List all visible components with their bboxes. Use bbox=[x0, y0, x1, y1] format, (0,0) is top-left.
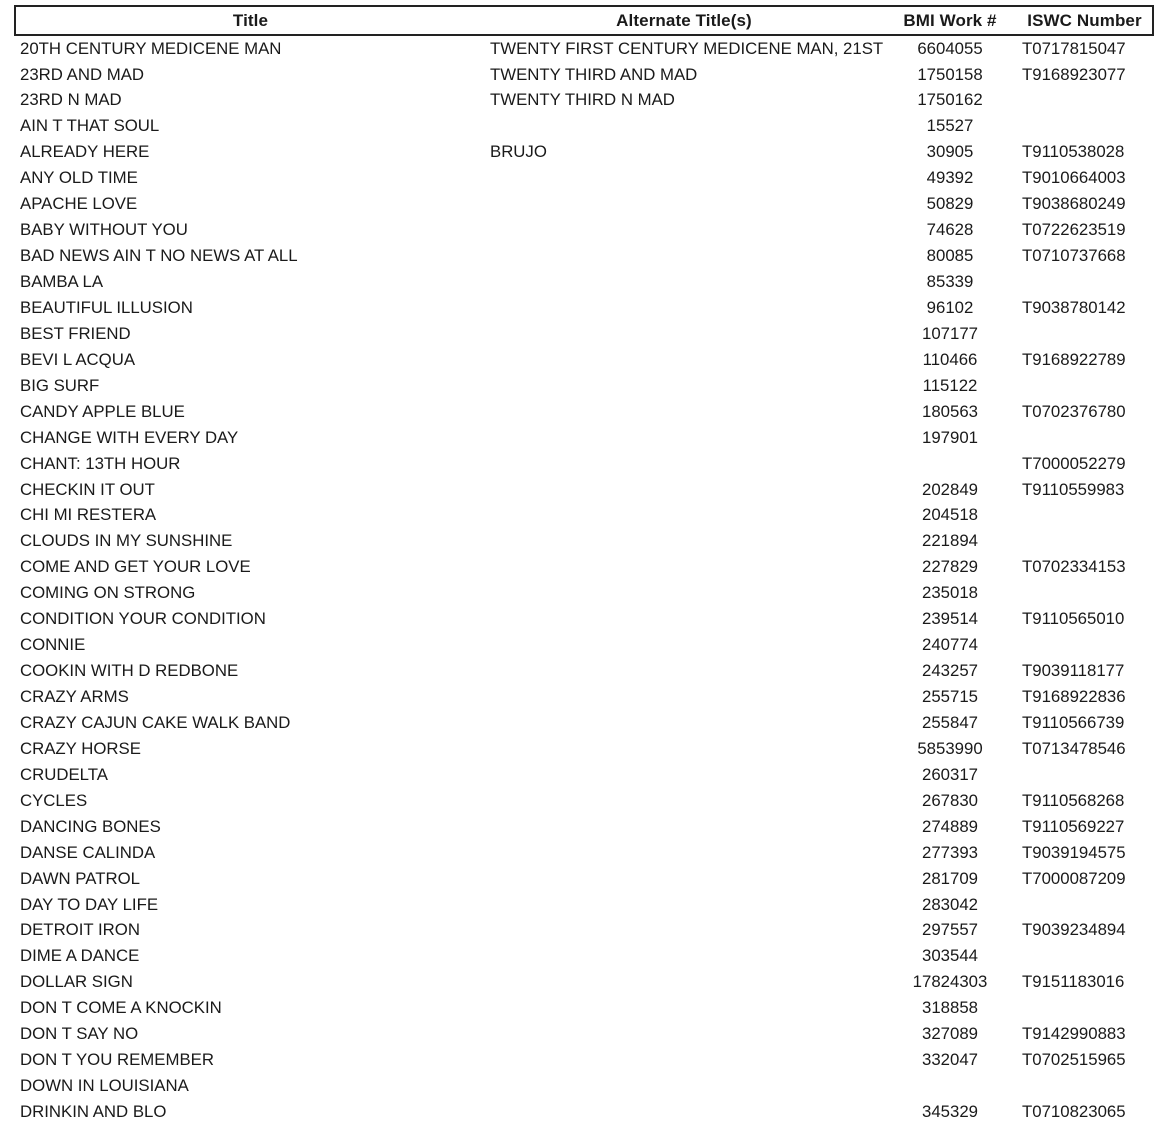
row-bmi-work-number: 260317 bbox=[922, 764, 978, 784]
table-row bbox=[15, 244, 1153, 270]
row-title: CONDITION YOUR CONDITION bbox=[20, 609, 266, 629]
row-alternate-title bbox=[485, 373, 883, 399]
row-bmi-work-number bbox=[883, 1074, 1017, 1100]
row-alternate-title bbox=[485, 503, 883, 529]
row-title: DETROIT IRON bbox=[20, 920, 140, 940]
row-alternate-title bbox=[485, 321, 883, 347]
table-row bbox=[15, 166, 1153, 192]
table-row bbox=[15, 659, 1153, 685]
row-alternate-title bbox=[485, 736, 883, 762]
table-row bbox=[15, 736, 1153, 762]
table-row bbox=[15, 529, 1153, 555]
row-title: BAMBA LA bbox=[20, 272, 104, 291]
row-bmi-work-number: 50829 bbox=[926, 194, 974, 214]
table-row bbox=[15, 581, 1153, 607]
row-alternate-title bbox=[485, 399, 883, 425]
row-bmi-work-number: 332047 bbox=[922, 1050, 978, 1070]
table-row bbox=[15, 840, 1153, 866]
table-row bbox=[15, 970, 1153, 996]
row-iswc-number: T9039118177 bbox=[1022, 661, 1125, 681]
row-alternate-title bbox=[485, 970, 883, 996]
row-alternate-title bbox=[485, 192, 883, 218]
row-alternate-title bbox=[485, 840, 883, 866]
row-alternate-title bbox=[485, 218, 883, 244]
row-title: DIME A DANCE bbox=[20, 946, 140, 966]
row-alternate-title bbox=[485, 114, 883, 140]
row-title: CLOUDS IN MY SUNSHINE bbox=[20, 531, 233, 551]
row-alternate-title bbox=[485, 996, 883, 1022]
row-alternate-title: TWENTY THIRD N MAD bbox=[490, 90, 675, 110]
row-title: DOWN IN LOUISIANA bbox=[20, 1076, 189, 1096]
row-iswc-number bbox=[1017, 581, 1153, 607]
row-iswc-number: T9168923077 bbox=[1022, 64, 1126, 84]
row-alternate-title bbox=[485, 166, 883, 192]
row-alternate-title bbox=[485, 659, 883, 685]
row-alternate-title bbox=[485, 918, 883, 944]
row-iswc-number: T9142990883 bbox=[1022, 1024, 1126, 1044]
row-bmi-work-number: 197901 bbox=[922, 427, 978, 447]
table-row bbox=[15, 1099, 1153, 1125]
row-bmi-work-number: 115122 bbox=[922, 375, 978, 395]
table-row bbox=[15, 1074, 1153, 1100]
row-alternate-title bbox=[485, 814, 883, 840]
table-row bbox=[15, 321, 1153, 347]
row-title: CRAZY ARMS bbox=[20, 687, 129, 706]
row-title: DRINKIN AND BLO bbox=[20, 1102, 167, 1121]
row-alternate-title bbox=[485, 684, 883, 710]
table-row bbox=[15, 451, 1153, 477]
row-alternate-title: BRUJO bbox=[490, 142, 547, 162]
row-iswc-number bbox=[1017, 633, 1153, 659]
row-iswc-number bbox=[1017, 762, 1153, 788]
row-bmi-work-number: 1750158 bbox=[917, 64, 983, 84]
row-iswc-number bbox=[1017, 1074, 1153, 1100]
row-iswc-number: T9110566739 bbox=[1022, 712, 1125, 732]
row-alternate-title bbox=[485, 529, 883, 555]
table-row bbox=[15, 555, 1153, 581]
row-bmi-work-number: 30905 bbox=[926, 142, 974, 162]
row-iswc-number: T9039194575 bbox=[1022, 842, 1126, 862]
row-iswc-number bbox=[1017, 88, 1153, 114]
table-row bbox=[15, 477, 1153, 503]
row-title: BEST FRIEND bbox=[20, 323, 131, 343]
row-alternate-title bbox=[485, 1099, 883, 1125]
table-row bbox=[15, 218, 1153, 244]
row-bmi-work-number: 255715 bbox=[922, 687, 978, 706]
row-bmi-work-number: 267830 bbox=[922, 790, 978, 810]
row-title: CRUDELTA bbox=[20, 764, 108, 784]
row-alternate-title bbox=[485, 1074, 883, 1100]
row-iswc-number: T9110538028 bbox=[1022, 142, 1125, 162]
table-row bbox=[15, 892, 1153, 918]
table-row bbox=[15, 295, 1153, 321]
works-table bbox=[14, 5, 1154, 1125]
row-alternate-title bbox=[485, 892, 883, 918]
row-title: BIG SURF bbox=[20, 375, 100, 395]
row-alternate-title bbox=[485, 295, 883, 321]
row-iswc-number: T0710823065 bbox=[1022, 1102, 1126, 1121]
row-bmi-work-number: 1750162 bbox=[917, 90, 983, 110]
row-title: CHANT: 13TH HOUR bbox=[20, 453, 181, 473]
row-title: CONNIE bbox=[20, 635, 86, 655]
table-row bbox=[15, 944, 1153, 970]
row-bmi-work-number: 227829 bbox=[922, 557, 978, 577]
row-alternate-title bbox=[485, 425, 883, 451]
row-alternate-title bbox=[485, 607, 883, 633]
row-alternate-title: TWENTY THIRD AND MAD bbox=[490, 64, 698, 84]
row-alternate-title bbox=[485, 347, 883, 373]
row-iswc-number: T9110565010 bbox=[1022, 609, 1125, 629]
row-bmi-work-number: 243257 bbox=[922, 661, 978, 681]
row-iswc-number: T0717815047 bbox=[1022, 38, 1126, 58]
works-sheet bbox=[14, 5, 1152, 1125]
row-title: COME AND GET YOUR LOVE bbox=[20, 557, 251, 577]
row-bmi-work-number: 345329 bbox=[922, 1102, 978, 1121]
row-bmi-work-number: 297557 bbox=[922, 920, 978, 940]
row-title: CHECKIN IT OUT bbox=[20, 479, 155, 499]
row-bmi-work-number: 110466 bbox=[922, 349, 978, 369]
row-iswc-number: T9038780142 bbox=[1022, 297, 1126, 317]
row-title: COMING ON STRONG bbox=[20, 583, 196, 603]
header-title: Title bbox=[15, 6, 485, 35]
row-iswc-number: T9110559983 bbox=[1022, 479, 1125, 499]
row-iswc-number bbox=[1017, 425, 1153, 451]
table-row bbox=[15, 140, 1153, 166]
table-row bbox=[15, 192, 1153, 218]
row-iswc-number: T7000052279 bbox=[1022, 453, 1126, 473]
row-alternate-title bbox=[485, 581, 883, 607]
row-title: BAD NEWS AIN T NO NEWS AT ALL bbox=[20, 246, 298, 266]
table-row bbox=[15, 996, 1153, 1022]
row-title: CHI MI RESTERA bbox=[20, 505, 157, 525]
row-title: BEVI L ACQUA bbox=[20, 349, 136, 369]
row-alternate-title bbox=[485, 788, 883, 814]
row-bmi-work-number: 204518 bbox=[922, 505, 978, 525]
table-row bbox=[15, 373, 1153, 399]
row-bmi-work-number: 240774 bbox=[922, 635, 978, 655]
table-row bbox=[15, 1022, 1153, 1048]
table-row bbox=[15, 88, 1153, 114]
table-row bbox=[15, 866, 1153, 892]
table-row bbox=[15, 762, 1153, 788]
table-row bbox=[15, 269, 1153, 295]
row-bmi-work-number: 49392 bbox=[926, 168, 974, 188]
row-title: ANY OLD TIME bbox=[20, 168, 138, 188]
row-bmi-work-number: 96102 bbox=[926, 297, 974, 317]
row-iswc-number bbox=[1017, 114, 1153, 140]
row-iswc-number: T9039234894 bbox=[1022, 920, 1126, 940]
table-row bbox=[15, 114, 1153, 140]
row-title: CYCLES bbox=[20, 790, 88, 810]
row-iswc-number: T9010664003 bbox=[1022, 168, 1126, 188]
table-row bbox=[15, 425, 1153, 451]
row-bmi-work-number: 255847 bbox=[922, 712, 978, 732]
row-title: DON T SAY NO bbox=[20, 1024, 139, 1044]
header-bmi-work-number: BMI Work # bbox=[883, 6, 1017, 35]
row-bmi-work-number: 274889 bbox=[922, 816, 978, 836]
row-iswc-number bbox=[1017, 373, 1153, 399]
row-bmi-work-number: 239514 bbox=[922, 609, 978, 629]
table-row bbox=[15, 399, 1153, 425]
row-title: DON T COME A KNOCKIN bbox=[20, 998, 222, 1018]
row-alternate-title bbox=[485, 1022, 883, 1048]
row-iswc-number: T0713478546 bbox=[1022, 738, 1126, 758]
row-iswc-number bbox=[1017, 996, 1153, 1022]
header-row bbox=[15, 6, 1153, 35]
row-alternate-title bbox=[485, 710, 883, 736]
row-iswc-number: T9110568268 bbox=[1022, 790, 1125, 810]
table-row bbox=[15, 684, 1153, 710]
row-bmi-work-number: 85339 bbox=[926, 272, 974, 291]
row-alternate-title bbox=[485, 477, 883, 503]
row-iswc-number: T9168922836 bbox=[1022, 687, 1126, 706]
row-alternate-title bbox=[485, 944, 883, 970]
row-title: 23RD N MAD bbox=[20, 90, 122, 110]
row-title: COOKIN WITH D REDBONE bbox=[20, 661, 239, 681]
row-alternate-title bbox=[485, 269, 883, 295]
row-iswc-number bbox=[1017, 269, 1153, 295]
row-bmi-work-number: 318858 bbox=[922, 998, 978, 1018]
row-bmi-work-number: 277393 bbox=[922, 842, 978, 862]
row-bmi-work-number: 303544 bbox=[922, 946, 978, 966]
row-alternate-title bbox=[485, 555, 883, 581]
row-bmi-work-number: 180563 bbox=[922, 401, 978, 421]
row-title: DON T YOU REMEMBER bbox=[20, 1050, 214, 1070]
header-iswc-number: ISWC Number bbox=[1017, 6, 1153, 35]
row-bmi-work-number: 15527 bbox=[926, 116, 974, 136]
table-row bbox=[15, 347, 1153, 373]
row-iswc-number: T9038680249 bbox=[1022, 194, 1126, 214]
table-row bbox=[15, 1048, 1153, 1074]
row-title: AIN T THAT SOUL bbox=[20, 116, 160, 136]
row-bmi-work-number: 283042 bbox=[922, 894, 978, 914]
row-title: CRAZY HORSE bbox=[20, 738, 141, 758]
row-title: BABY WITHOUT YOU bbox=[20, 220, 188, 240]
row-title: CANDY APPLE BLUE bbox=[20, 401, 185, 421]
table-body bbox=[15, 35, 1153, 1125]
row-alternate-title: TWENTY FIRST CENTURY MEDICENE MAN, 21ST bbox=[490, 38, 883, 58]
row-bmi-work-number: 74628 bbox=[926, 220, 974, 240]
row-bmi-work-number: 221894 bbox=[922, 531, 978, 551]
row-bmi-work-number: 281709 bbox=[922, 868, 978, 888]
row-iswc-number: T0722623519 bbox=[1022, 220, 1126, 240]
row-title: DANCING BONES bbox=[20, 816, 161, 836]
row-bmi-work-number bbox=[883, 451, 1017, 477]
header-alternate-titles: Alternate Title(s) bbox=[485, 6, 883, 35]
table-row bbox=[15, 35, 1153, 62]
row-iswc-number: T0702376780 bbox=[1022, 401, 1126, 421]
row-bmi-work-number: 17824303 bbox=[912, 972, 988, 992]
row-title: 23RD AND MAD bbox=[20, 64, 145, 84]
row-title: DANSE CALINDA bbox=[20, 842, 156, 862]
row-title: ALREADY HERE bbox=[20, 142, 150, 162]
row-alternate-title bbox=[485, 1048, 883, 1074]
table-row bbox=[15, 633, 1153, 659]
row-bmi-work-number: 235018 bbox=[922, 583, 978, 603]
row-bmi-work-number: 5853990 bbox=[917, 738, 983, 758]
row-iswc-number bbox=[1017, 892, 1153, 918]
row-iswc-number: T9151183016 bbox=[1022, 972, 1125, 992]
row-title: BEAUTIFUL ILLUSION bbox=[20, 297, 193, 317]
row-iswc-number: T0702334153 bbox=[1022, 557, 1126, 577]
row-alternate-title bbox=[485, 866, 883, 892]
row-alternate-title bbox=[485, 633, 883, 659]
table-row bbox=[15, 788, 1153, 814]
row-title: APACHE LOVE bbox=[20, 194, 138, 214]
row-alternate-title bbox=[485, 762, 883, 788]
row-iswc-number: T0710737668 bbox=[1022, 246, 1126, 266]
row-iswc-number: T0702515965 bbox=[1022, 1050, 1126, 1070]
row-title: DOLLAR SIGN bbox=[20, 972, 133, 992]
row-title: DAWN PATROL bbox=[20, 868, 140, 888]
row-title: CHANGE WITH EVERY DAY bbox=[20, 427, 239, 447]
row-iswc-number bbox=[1017, 321, 1153, 347]
row-iswc-number: T9110569227 bbox=[1022, 816, 1125, 836]
row-iswc-number: T9168922789 bbox=[1022, 349, 1126, 369]
row-iswc-number: T7000087209 bbox=[1022, 868, 1126, 888]
table-row bbox=[15, 503, 1153, 529]
row-alternate-title bbox=[485, 244, 883, 270]
table-row bbox=[15, 710, 1153, 736]
row-iswc-number bbox=[1017, 529, 1153, 555]
row-bmi-work-number: 327089 bbox=[922, 1024, 978, 1044]
row-bmi-work-number: 107177 bbox=[922, 323, 978, 343]
table-row bbox=[15, 814, 1153, 840]
row-bmi-work-number: 202849 bbox=[922, 479, 978, 499]
row-title: 20TH CENTURY MEDICENE MAN bbox=[20, 38, 282, 58]
row-alternate-title bbox=[485, 451, 883, 477]
row-iswc-number bbox=[1017, 503, 1153, 529]
table-row bbox=[15, 607, 1153, 633]
row-title: DAY TO DAY LIFE bbox=[20, 894, 159, 914]
row-bmi-work-number: 80085 bbox=[926, 246, 974, 266]
table-header bbox=[15, 6, 1153, 35]
row-iswc-number bbox=[1017, 944, 1153, 970]
row-bmi-work-number: 6604055 bbox=[917, 38, 983, 58]
row-title: CRAZY CAJUN CAKE WALK BAND bbox=[20, 712, 291, 732]
table-row bbox=[15, 918, 1153, 944]
table-row bbox=[15, 62, 1153, 88]
